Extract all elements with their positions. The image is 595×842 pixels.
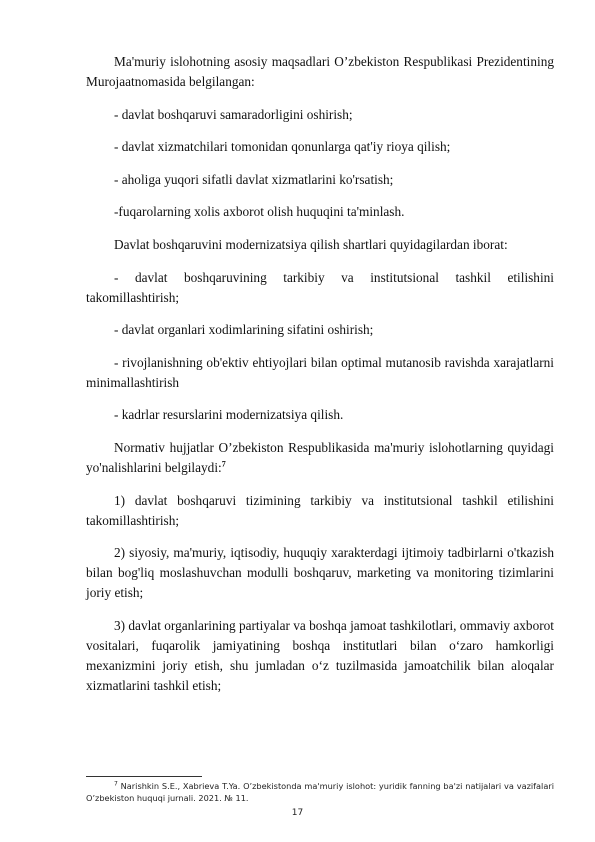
list-item: - davlat organlari xodimlarining sifatini oshirish;: [114, 322, 374, 338]
footnote-separator: [86, 776, 202, 777]
numbered-item: 2) siyosiy, ma'muriy, iqtisodiy, huquqiy xarakterdagi ijtimoiy tadbirlarni o'tkazish bilan bog'liq moslashuvchan modulli boshqaruv, marketing va monitoring tizimlarini joriy etish;: [86, 545, 554, 601]
paragraph-normative-text: Normativ hujjatlar O’zbekiston Respublikasida ma'muriy islohotlarning quyidagi yo'nalishlarini belgilaydi:: [86, 439, 554, 475]
list-item: -fuqarolarning xolis axborot olish huquqini ta'minlash.: [114, 204, 405, 220]
document-body: [86, 52, 554, 696]
footnote-reference[interactable]: 7: [221, 459, 226, 469]
paragraph-intro: Ma'muriy islohotning asosiy maqsadlari O’zbekiston Respublikasi Prezidentining Murojaatnomasida belgilangan:: [86, 54, 554, 89]
list-item: - davlat xizmatchilari tomonidan qonunlarga qat'iy rioya qilish;: [114, 139, 451, 155]
footnote-text: Narishkin S.E., Xabrieva T.Ya. O’zbekistonda ma'muriy islohot: yuridik fanning ba'zi natijalari va vazifalari O’zbekiston huquqi jurnali. 2021. № 11.: [86, 781, 554, 803]
list-item: - aholiga yuqori sifatli davlat xizmatlarini ko'rsatish;: [114, 171, 394, 187]
footnote-marker: 7: [114, 780, 118, 788]
list-item: - davlat boshqaruvining tarkibiy va institutsional tashkil etilishini takomillashtirish;: [86, 269, 554, 305]
list-item: - kadrlar resurslarini modernizatsiya qilish.: [114, 407, 344, 423]
page-number: 17: [291, 808, 304, 818]
footnote: [86, 780, 554, 804]
list-item: - rivojlanishning ob'ektiv ehtiyojlari bilan optimal mutanosib ravishda xarajatlarni minimallashtirish: [86, 354, 554, 390]
numbered-item: 1) davlat boshqaruvi tizimining tarkibiy va institutsional tashkil etilishini takomillashtirish;: [86, 492, 554, 528]
paragraph-normative: [86, 438, 554, 478]
paragraph-conditions: Davlat boshqaruvini modernizatsiya qilish shartlari quyidagilardan iborat:: [114, 236, 508, 252]
list-item: - davlat boshqaruvi samaradorligini oshirish;: [114, 106, 353, 122]
numbered-item: 3) davlat organlarining partiyalar va boshqa jamoat tashkilotlari, ommaviy axborot vositalari, fuqarolik jamiyatining boshqa institutlari bilan o‘zaro hamkorligi mexanizmini joriy etish, shu jumladan o‘z tuzilmasida jamoatchilik bilan aloqalar xizmatlarini tashkil etish;: [86, 617, 554, 693]
